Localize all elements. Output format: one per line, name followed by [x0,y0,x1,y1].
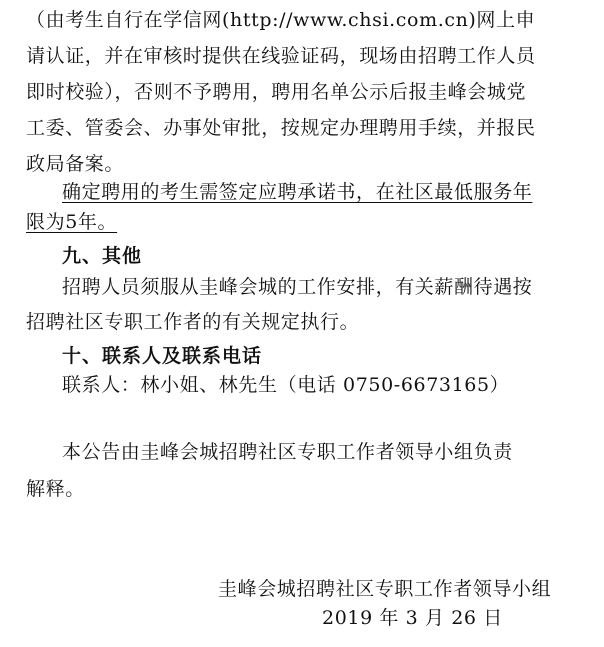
contact-line: 联系人：林小姐、林先生（电话 0750-6673165） [62,374,510,396]
paragraph-line: 政局备案。 [26,153,125,175]
paragraph-line: 请认证，并在审核时提供在线验证码，现场由招聘工作人员 [26,45,536,67]
closing-line: 本公告由圭峰会城招聘社区专职工作者领导小组负责 [62,441,513,463]
signature-date: 2019 年 3 月 26 日 [322,607,503,629]
closing-line: 解释。 [26,478,85,500]
commitment-line: 确定聘用的考生需签定应聘承诺书，在社区最低服务年 [62,181,533,203]
paragraph-line: 工委、管委会、办事处审批，按规定办理聘用手续，并报民 [26,117,536,139]
paragraph-line: （由考生自行在学信网(http://www.chsi.com.cn)网上申 [26,9,536,31]
paragraph-line: 即时校验），否则不予聘用，聘用名单公示后报圭峰会城党 [26,81,527,103]
section-text-line: 招聘人员须服从圭峰会城的工作安排，有关薪酬待遇按 [62,276,533,298]
section-heading-other: 九、其他 [62,245,143,267]
commitment-line: 限为5年。 [26,211,118,233]
section-text-line: 招聘社区专职工作者的有关规定执行。 [26,311,360,333]
section-heading-contact: 十、联系人及联系电话 [62,345,263,367]
signature-organization: 圭峰会城招聘社区专职工作者领导小组 [218,578,552,600]
